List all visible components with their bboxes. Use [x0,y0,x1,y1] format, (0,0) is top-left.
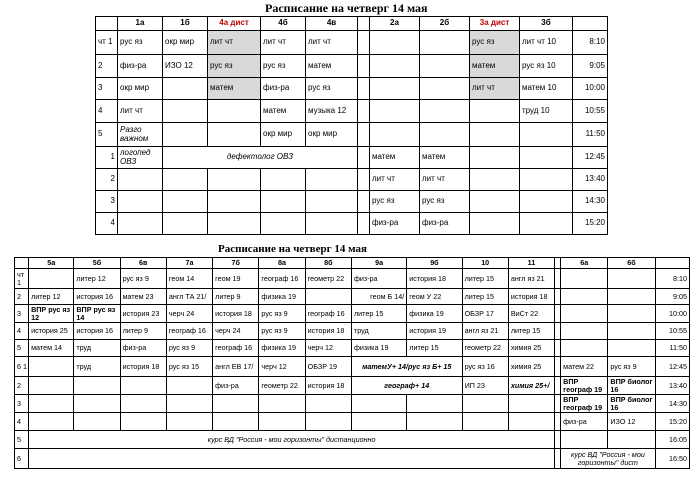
gap-cell [358,147,370,169]
lesson-cell: химия 25+/ [508,377,554,395]
lesson-cell [351,395,406,413]
lesson-cell: физ-ра [261,78,306,100]
class-header: 11 [508,258,554,269]
class-header: 9б [407,258,462,269]
lesson-cell: англ ЕВ 17/ [213,357,259,377]
lesson-cell: труд [351,323,406,340]
lesson-cell: история 18 [508,289,554,305]
lesson-cell [561,431,608,449]
lesson-cell [370,100,420,123]
lesson-cell: рус яз [261,55,306,78]
lesson-cell: географ 16 [259,269,305,289]
time-cell: 12:45 [573,147,608,169]
lesson-cell: история 23 [120,305,166,323]
lesson-cell: лит чт [370,169,420,191]
lesson-cell [29,395,74,413]
lesson-cell [305,395,351,413]
lesson-cell [520,147,573,169]
lesson-cell: физика 19 [259,289,305,305]
gap-cell [358,123,370,147]
lesson-cell [608,323,655,340]
lesson-cell: рус яз 15 [166,357,212,377]
lesson-cell [259,395,305,413]
lesson-cell [470,147,520,169]
lesson-cell: матем [420,147,470,169]
class-header: 5б [74,258,120,269]
lesson-cell: литер 12 [74,269,120,289]
time-header [573,17,608,31]
lesson-cell [163,169,208,191]
lesson-cell [370,31,420,55]
lesson-cell [213,413,259,431]
lesson-cell: ИП 23 [462,377,508,395]
lesson-cell [306,169,358,191]
lesson-cell: матемУ+ 14/рус яз Б+ 15 [351,357,462,377]
lesson-cell: черч 24 [166,305,212,323]
lesson-cell: лит чт [470,78,520,100]
lesson-cell [213,395,259,413]
lesson-cell [470,100,520,123]
lesson-cell: географ 16 [213,340,259,357]
lesson-cell [163,191,208,213]
lesson-cell [120,395,166,413]
lesson-cell [259,413,305,431]
lesson-cell: геометр 22 [462,340,508,357]
lesson-cell [608,340,655,357]
lesson-cell [470,191,520,213]
lesson-cell: окр мир [306,123,358,147]
lesson-cell: физ-ра [370,213,420,235]
lesson-cell [120,377,166,395]
lesson-cell [208,213,261,235]
lesson-cell: географ 16 [305,305,351,323]
lesson-cell: ИЗО 12 [608,413,655,431]
time-cell: 8:10 [573,31,608,55]
lesson-number: 3 [96,78,118,100]
lesson-cell [305,289,351,305]
lesson-number: 2 [96,169,118,191]
lesson-cell [261,169,306,191]
lesson-cell: геом 19 [213,269,259,289]
lesson-cell [29,269,74,289]
lesson-cell: геометр 22 [305,269,351,289]
lesson-cell [166,413,212,431]
class-header: 6б [608,258,655,269]
lesson-cell: музыка 12 [306,100,358,123]
lesson-cell: матем [306,55,358,78]
lesson-cell: географ+ 14 [351,377,462,395]
lesson-cell: история 18 [407,269,462,289]
lesson-cell: литер 15 [351,305,406,323]
class-header: 6в [120,258,166,269]
class-header: 4б [261,17,306,31]
lesson-cell [462,395,508,413]
lesson-cell [462,413,508,431]
lesson-number: 3 [15,395,29,413]
gap-cell [358,169,370,191]
lesson-cell: физ-ра [561,413,608,431]
lesson-cell [561,340,608,357]
lesson-number-text: 1 [17,277,21,287]
lesson-cell: рус яз [470,31,520,55]
lesson-number: 4 [15,323,29,340]
lesson-cell [29,449,555,469]
time-cell: 8:10 [655,269,689,289]
lesson-cell: матем [208,78,261,100]
lesson-number: 2 [96,55,118,78]
gap-cell [358,31,370,55]
lesson-cell: лит чт [261,31,306,55]
lesson-cell: матем 23 [120,289,166,305]
lesson-number: 3 [15,305,29,323]
top-title: Расписание на четверг 14 мая [265,1,428,15]
lesson-cell: черч 12 [305,340,351,357]
lesson-number: 4 [15,413,29,431]
lesson-cell: англ яз 21 [462,323,508,340]
lesson-number: 1 [96,147,118,169]
lesson-cell: англ ТА 21/ [166,289,212,305]
lesson-cell: рус яз 16 [462,357,508,377]
lesson-cell: ИЗО 12 [163,55,208,78]
lesson-number: 2 [15,289,29,305]
lesson-cell [118,213,163,235]
lesson-cell: литер 12 [29,289,74,305]
lesson-cell: история 18 [305,377,351,395]
time-cell: 16:50 [655,449,689,469]
lesson-cell: рус яз 9 [259,323,305,340]
lesson-number: 5 [15,340,29,357]
lesson-cell [470,213,520,235]
lesson-cell [420,78,470,100]
lesson-cell [118,191,163,213]
course-banner: курс ВД "Россия - мои горизонты" дист [561,449,656,469]
time-header [655,258,689,269]
lesson-cell: ОБЗР 17 [462,305,508,323]
class-header: 8а [259,258,305,269]
lesson-cell: рус яз [306,78,358,100]
lesson-cell [561,269,608,289]
time-cell: 10:55 [573,100,608,123]
lesson-cell: ВПР географ 19 [561,395,608,413]
lesson-cell [370,78,420,100]
lesson-cell [208,169,261,191]
lesson-number: 4 [96,213,118,235]
lesson-cell: физ-ра [118,55,163,78]
lesson-cell [508,413,554,431]
lesson-cell: черч 12 [259,357,305,377]
lesson-cell [74,413,120,431]
lesson-cell: химия 25 [508,340,554,357]
lesson-cell [29,413,74,431]
lesson-cell: матем 22 [561,357,608,377]
lesson-cell: литер 15 [462,289,508,305]
class-header: 7а [166,258,212,269]
lesson-cell: ВиСт 22 [508,305,554,323]
lesson-number: 5 [15,431,29,449]
lesson-cell [29,357,74,377]
lesson-cell [520,169,573,191]
lesson-cell [163,213,208,235]
time-cell: 11:50 [655,340,689,357]
lesson-cell: ВПР биолог 16 [608,395,655,413]
lesson-cell [608,305,655,323]
lesson-cell: матем [261,100,306,123]
lesson-cell: рус яз 9 [166,340,212,357]
time-cell: 13:40 [573,169,608,191]
lesson-number: 4 [96,100,118,123]
gap-cell [358,55,370,78]
gap-cell [358,78,370,100]
lesson-cell: литер 15 [508,323,554,340]
lesson-cell [305,413,351,431]
lesson-cell [420,55,470,78]
class-header: 4в [306,17,358,31]
gap-cell [358,17,370,31]
class-header: 2б [420,17,470,31]
lesson-cell: матем 14 [29,340,74,357]
lesson-cell: лит чт [306,31,358,55]
header-blank [15,258,29,269]
lesson-cell [208,123,261,147]
lesson-cell [370,123,420,147]
time-cell: 16:05 [655,431,689,449]
lesson-cell: логопед ОВЗ [118,147,163,169]
lesson-cell [118,169,163,191]
lesson-cell: история 18 [305,323,351,340]
lesson-cell: физ-ра [120,340,166,357]
lesson-cell: труд 10 [520,100,573,123]
lesson-cell [166,395,212,413]
lesson-cell: литер 15 [407,340,462,357]
class-header: 7б [213,258,259,269]
lesson-cell [608,289,655,305]
lesson-cell: труд [74,340,120,357]
lesson-cell [306,213,358,235]
lesson-number: 2 [15,377,29,395]
lesson-number: 3 [96,191,118,213]
lesson-cell [608,269,655,289]
gap-cell [358,191,370,213]
class-header: 3а дист [470,17,520,31]
class-header: 2а [370,17,420,31]
lesson-cell [561,305,608,323]
lesson-cell: окр мир [163,31,208,55]
lesson-cell [29,377,74,395]
time-cell: 9:05 [655,289,689,305]
lesson-cell: рус яз [208,55,261,78]
lesson-cell [520,213,573,235]
lesson-cell: окр мир [118,78,163,100]
lesson-cell: история 25 [29,323,74,340]
lesson-cell [208,100,261,123]
class-header: 6а [561,258,608,269]
lesson-cell [420,100,470,123]
gap-cell [358,100,370,123]
lesson-cell [351,413,406,431]
gap-cell [358,213,370,235]
lesson-cell [261,191,306,213]
lesson-cell: лит чт [208,31,261,55]
lesson-number: 5 [96,123,118,147]
lesson-cell: лит чт 10 [520,31,573,55]
lesson-cell: ВПР биолог 16 [608,377,655,395]
lesson-cell: матем 10 [520,78,573,100]
day-label: чт [17,269,25,279]
bottom-title: Расписание на четверг 14 мая [218,243,367,255]
lesson-cell: история 19 [407,323,462,340]
lesson-cell [561,323,608,340]
lesson-cell [470,123,520,147]
lesson-cell: физика 19 [351,340,406,357]
time-cell: 10:00 [655,305,689,323]
time-cell: 13:40 [655,377,689,395]
lesson-cell: химия 25 [508,357,554,377]
lesson-cell: история 18 [120,357,166,377]
lesson-cell [306,191,358,213]
lesson-cell: ОБЗР 19 [305,357,351,377]
lesson-cell: черч 24 [213,323,259,340]
lesson-cell: геометр 22 [259,377,305,395]
lesson-cell [163,123,208,147]
lesson-cell: физ-ра [351,269,406,289]
lesson-cell: физ-ра [213,377,259,395]
lesson-cell [520,191,573,213]
class-header: 10 [462,258,508,269]
lesson-number: 6 [15,449,29,469]
time-cell: 9:05 [573,55,608,78]
lesson-cell: литер 9 [213,289,259,305]
time-cell: 10:00 [573,78,608,100]
lesson-cell: труд [74,357,120,377]
time-cell: 15:20 [655,413,689,431]
lesson-cell [520,123,573,147]
class-header: 3б [520,17,573,31]
lesson-cell: англ яз 21 [508,269,554,289]
time-cell: 12:45 [655,357,689,377]
lesson-cell [74,377,120,395]
lesson-cell: геом У 22 [407,289,462,305]
lesson-cell: рус яз 9 [608,357,655,377]
lesson-cell [470,169,520,191]
lesson-cell [370,55,420,78]
lesson-cell: Разго важном [118,123,163,147]
lesson-cell [407,395,462,413]
class-header: 5а [29,258,74,269]
lesson-cell [208,191,261,213]
lesson-cell [74,395,120,413]
lesson-cell: окр мир [261,123,306,147]
lesson-cell: лит чт [118,100,163,123]
lesson-cell: матем [470,55,520,78]
class-header: 8б [305,258,351,269]
time-cell: 15:20 [573,213,608,235]
lesson-cell [261,213,306,235]
course-banner: курс ВД "Россия - мои горизонты" дистанционно [29,431,555,449]
lesson-cell: ВПР рус яз 12 [29,305,74,323]
lesson-number [15,269,29,289]
time-cell: 14:30 [573,191,608,213]
lesson-cell [420,31,470,55]
lesson-cell: история 16 [74,289,120,305]
lesson-cell [508,395,554,413]
lesson-cell [561,289,608,305]
lesson-cell: история 18 [213,305,259,323]
class-header: 9а [351,258,406,269]
lesson-cell: геом Б 14/ [351,289,406,305]
lesson-cell [407,413,462,431]
lesson-cell [166,377,212,395]
lesson-cell: лит чт [420,169,470,191]
lesson-cell: матем [370,147,420,169]
lesson-cell: дефектолог ОВЗ [163,147,358,169]
lesson-cell: физика 19 [259,340,305,357]
lesson-cell: рус яз [370,191,420,213]
lesson-cell: рус яз 9 [120,269,166,289]
lesson-number: чт 1 [96,31,118,55]
lesson-cell [608,431,655,449]
lesson-cell: ВПР рус яз 14 [74,305,120,323]
lesson-cell: литер 15 [462,269,508,289]
class-header: 1а [118,17,163,31]
lesson-cell: физ-ра [420,213,470,235]
lesson-cell: история 16 [74,323,120,340]
lesson-cell: геом 14 [166,269,212,289]
lesson-cell: литер 9 [120,323,166,340]
time-cell: 14:30 [655,395,689,413]
lesson-cell: географ 16 [166,323,212,340]
lesson-cell: рус яз 10 [520,55,573,78]
lesson-number: 6 1 [15,357,29,377]
time-cell: 11:50 [573,123,608,147]
lesson-cell [120,413,166,431]
header-blank [96,17,118,31]
lesson-cell: физика 19 [407,305,462,323]
class-header: 1б [163,17,208,31]
lesson-cell [163,78,208,100]
lesson-cell: ВПР географ 19 [561,377,608,395]
class-header: 4а дист [208,17,261,31]
top-schedule-table [95,16,608,235]
lesson-cell [420,123,470,147]
lesson-cell: рус яз [118,31,163,55]
lesson-cell [163,100,208,123]
bottom-schedule-table [14,257,690,469]
lesson-cell: рус яз 9 [259,305,305,323]
lesson-cell: рус яз [420,191,470,213]
time-cell: 10:55 [655,323,689,340]
